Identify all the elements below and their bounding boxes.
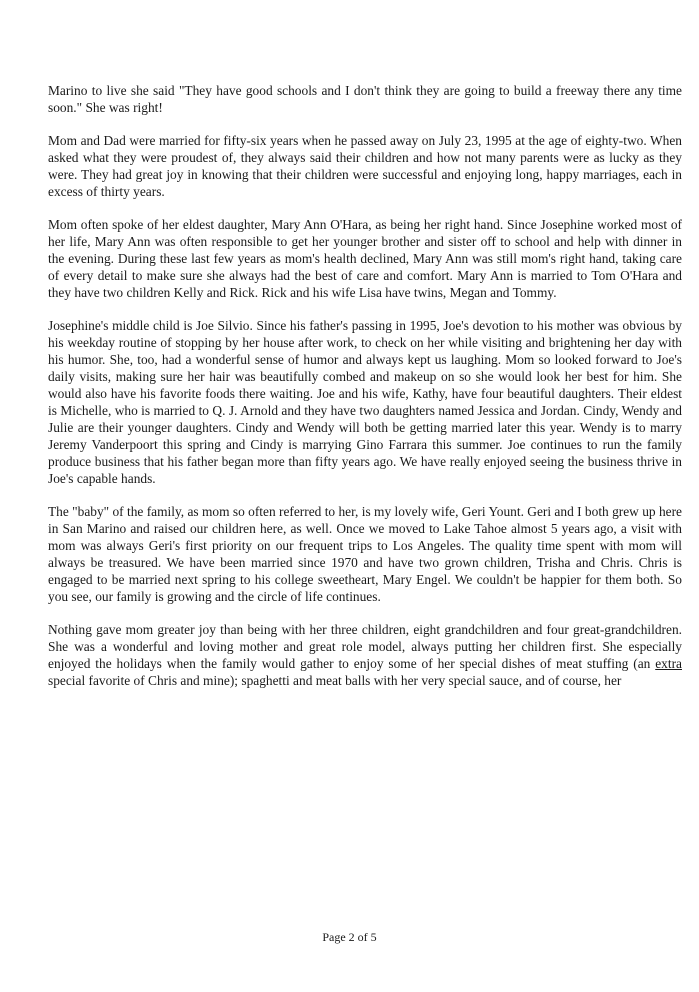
body-text bbox=[48, 82, 682, 705]
paragraph-nothing-gave-mom bbox=[48, 621, 682, 689]
paragraph-mary-ann: Mom often spoke of her eldest daughter, Mary Ann O'Hara, as being her right hand. Since Josephine worked most of her life, Mary Ann was often responsible to get her younger brother and sister off to school and help with dinner in the evening. During these last few years as mom's health declined, Mary Ann was still mom's right hand, taking care of every detail to make sure she always had the best of care and comfort. Mary Ann is married to Tom O'Hara and they have two children Kelly and Rick. Rick and his wife Lisa have twins, Megan and Tommy. bbox=[48, 217, 682, 300]
underlined-word: extra bbox=[655, 656, 682, 671]
paragraph-geri: The "baby" of the family, as mom so often referred to her, is my lovely wife, Geri Yount. Geri and I both grew up here in San Marino and raised our children here, as well. Once we moved to Lake Tahoe almost 5 years ago, a visit with mom was always Geri's first priority on our frequent trips to Los Angeles. The quality time spent with mom will always be treasured. We have been married since 1970 and have two grown children, Trisha and Chris. Chris is engaged to be married next spring to his college sweetheart, Mary Engel. We couldn't be happier for them both. So you see, our family is growing and the circle of life continues. bbox=[48, 504, 682, 604]
paragraph-marino: Marino to live she said "They have good schools and I don't think they are going to build a freeway there any time soon." She was right! bbox=[48, 83, 682, 115]
paragraph-mom-and-dad: Mom and Dad were married for fifty-six years when he passed away on July 23, 1995 at the age of eighty-two. When asked what they were proudest of, they always said their children and how not many parents were as lucky as they were. They had great joy in knowing that their children were successful and enjoying long, happy marriages, each in excess of thirty years. bbox=[48, 133, 682, 199]
paragraph-joe-silvio: Josephine's middle child is Joe Silvio. Since his father's passing in 1995, Joe's devotion to his mother was obvious by his weekday routine of stopping by her house after work, to check on her while visiting and brightening her day with his humor. She, too, had a wonderful sense of humor and always kept us laughing. Mom so looked forward to Joe's daily visits, making sure her hair was beautifully combed and makeup on so she would look her best for him. She would also have his favorite foods there waiting. Joe and his wife, Kathy, have four beautiful daughters. Their eldest is Michelle, who is married to Q. J. Arnold and they have two daughters named Jessica and Jordan. Cindy, Wendy and Julie are their younger daughters. Cindy and Wendy will both be getting married later this year. Wendy is to marry Jeremy Vanderpoort this spring and Cindy is marrying Gino Farrara this summer. Joe continues to run the family produce business that his father began more than fifty years ago. We have really enjoyed seeing the business thrive in Joe's capable hands. bbox=[48, 318, 682, 486]
last-paragraph-start: Nothing gave mom greater joy than being with her three children, eight grandchildren and four great-grandchildren. She was a wonderful and loving mother and great role model, always putting her children first. She especially enjoyed the holidays when the family would gather to enjoy some of her special dishes of meat stuffing (an bbox=[48, 622, 682, 671]
page-number: Page 2 of 5 bbox=[322, 930, 377, 944]
last-paragraph-end: special favorite of Chris and mine); spaghetti and meat balls with her very special sauce, and of course, her bbox=[48, 673, 622, 688]
